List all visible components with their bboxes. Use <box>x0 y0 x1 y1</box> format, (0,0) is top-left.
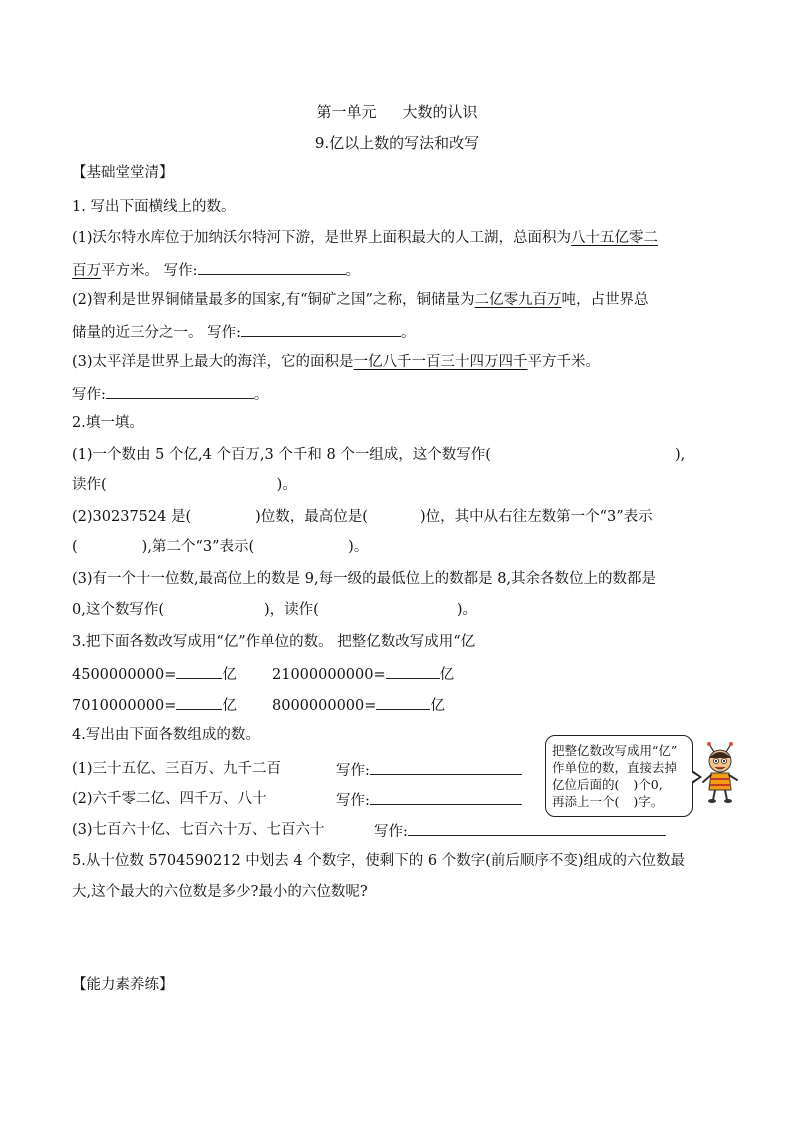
q4-write-label: 写作: <box>336 763 370 779</box>
q3-item-2 <box>272 663 454 685</box>
tip-line-2: 作单位的数，直接去掉 <box>552 760 678 775</box>
tip-line-4 <box>552 793 686 810</box>
tip-line-1: 把整亿数改写成用“亿” <box>552 743 678 758</box>
mascot-icon <box>698 742 742 804</box>
unit-title: 第一单元 <box>316 103 377 121</box>
q1-c-line1 <box>72 352 600 372</box>
q1-c-line2 <box>72 383 268 405</box>
tip-line-4a: 再添上一个( <box>552 794 620 809</box>
q1-b-underlined: 二亿零九百万 <box>474 292 562 308</box>
q2-b-paren: ( <box>72 539 78 555</box>
q3-answer-blank[interactable] <box>376 694 430 710</box>
q4-item-2 <box>72 789 267 809</box>
q1-title: 1. 写出下面横线上的数。 <box>72 199 236 215</box>
q3-item-1 <box>72 663 237 685</box>
lesson-title: 9.亿以上数的写法和改写 <box>314 134 480 152</box>
q3-number: 8000000000= <box>272 698 377 714</box>
q2-b-end: )。 <box>348 539 369 555</box>
q3-title: 3.把下面各数改写成用“亿”作单位的数。 把整亿数改写成用“亿 <box>72 634 476 650</box>
tip-line-4b: )字。 <box>633 794 664 809</box>
q1-b-line1 <box>72 290 648 310</box>
q4-title: 4.写出由下面各数组成的数。 <box>72 727 260 743</box>
q4-answer-blank[interactable] <box>370 759 522 775</box>
q4-item-1 <box>72 759 281 779</box>
q1-b-text: (2)智利是世界铜储量最多的国家,有“铜矿之国”之称，铜储量为 <box>72 292 475 308</box>
unit-header <box>0 102 794 122</box>
q5-line1: 5.从十位数 5704590212 中划去 4 个数字，使剩下的 6 个数字(前后顺序不变)组成的六位数最 <box>72 853 686 869</box>
tip-line-3a: 亿位后面的( <box>552 777 620 792</box>
q1-a-underlined-2: 百万 <box>72 263 101 279</box>
section-basic-heading: 【基础堂堂清】 <box>72 165 174 181</box>
q4-answer-blank[interactable] <box>370 789 522 805</box>
q4-item-1-answer <box>336 759 522 781</box>
q4-write-label: 写作: <box>374 824 408 840</box>
q2-a-read-end: )。 <box>276 477 297 493</box>
q1-b-post: 吨，占世界总 <box>561 292 649 308</box>
q2-a-line2 <box>72 475 297 495</box>
q2-b-text-a: (2)30237524 是( <box>72 509 192 525</box>
q2-b-text-c: )位，其中从右往左数第一个“3”表示 <box>419 509 653 525</box>
q4-item-text: (1)三十五亿、三百万、九千二百 <box>72 761 282 777</box>
q2-c-line2 <box>72 600 477 620</box>
section-ability-heading: 【能力素养练】 <box>72 977 174 993</box>
q2-a-read-label: 读作( <box>72 477 107 493</box>
q1-a-line1 <box>72 228 658 248</box>
q3-unit: 亿 <box>430 698 445 714</box>
q2-b-line1 <box>72 507 653 527</box>
q2-c-text-a: 0,这个数写作( <box>72 602 164 618</box>
q2-b-line2 <box>72 537 368 557</box>
q4-write-label: 写作: <box>336 793 370 809</box>
tip-line-3b: )个0, <box>633 777 663 792</box>
q4-item-3-answer <box>374 820 666 842</box>
period: 。 <box>401 325 416 341</box>
q3-number: 7010000000= <box>72 698 177 714</box>
q3-item-3 <box>72 694 237 716</box>
period: 。 <box>253 387 269 403</box>
q1-a-line2 <box>72 259 360 281</box>
q4-item-text: (2)六千零二亿、四千万、八十 <box>72 791 267 807</box>
q1-c-line2-text: 写作: <box>72 387 106 403</box>
q3-number: 21000000000= <box>272 667 386 683</box>
q2-a-text: (1)一个数由 5 个亿,4 个百万,3 个千和 8 个一组成，这个数写作( <box>72 447 491 463</box>
q1-b-answer-blank[interactable] <box>241 321 401 337</box>
q2-c-text-b: )，读作( <box>264 602 319 618</box>
q1-b-line2-text: 储量的近三分之一。 写作: <box>72 325 241 341</box>
q1-c-post: 平方千米。 <box>527 354 601 370</box>
q1-c-underlined: 一亿八千一百三十四万四千 <box>353 354 528 370</box>
q3-answer-blank[interactable] <box>176 663 222 679</box>
q2-b-text-b: )位数，最高位是( <box>255 509 368 525</box>
q2-b-text-d: ),第二个“3”表示( <box>141 539 255 555</box>
q2-c-end: )。 <box>456 602 477 618</box>
q4-item-3 <box>72 820 325 840</box>
q3-unit: 亿 <box>222 698 237 714</box>
q2-a-line1 <box>72 445 685 465</box>
q1-c-text: (3)太平洋是世界上最大的海洋，它的面积是 <box>72 354 354 370</box>
q3-answer-blank[interactable] <box>176 694 222 710</box>
tip-line-3 <box>552 776 686 793</box>
q3-unit: 亿 <box>439 667 455 683</box>
q3-answer-blank[interactable] <box>386 663 440 679</box>
q4-answer-blank[interactable] <box>408 820 666 836</box>
q1-a-text: (1)沃尔特水库位于加纳沃尔特河下游，是世界上面积最大的人工湖，总面积为 <box>72 230 572 246</box>
q4-item-2-answer <box>336 789 522 811</box>
tip-bubble <box>545 735 693 817</box>
q1-a-post: 平方米。 写作: <box>101 263 198 279</box>
q3-unit: 亿 <box>222 667 237 683</box>
q1-b-line2 <box>72 321 416 343</box>
q1-c-answer-blank[interactable] <box>106 383 254 399</box>
q1-a-underlined: 八十五亿零二 <box>571 230 659 246</box>
period: 。 <box>345 263 360 279</box>
q3-number: 4500000000= <box>72 667 177 683</box>
q2-c-line1: (3)有一个十一位数,最高位上的数是 9,每一级的最低位上的数都是 8,其余各数位上的数都是 <box>72 571 657 587</box>
q2-title: 2.填一填。 <box>72 415 144 431</box>
q5-line2: 大,这个最大的六位数是多少?最小的六位数呢? <box>72 884 368 900</box>
q1-a-answer-blank[interactable] <box>198 259 346 275</box>
q2-a-end: ), <box>674 447 686 463</box>
q3-item-4 <box>272 694 445 716</box>
unit-subtitle: 大数的认识 <box>402 103 478 121</box>
q4-item-text: (3)七百六十亿、七百六十万、七百六十 <box>72 822 325 838</box>
